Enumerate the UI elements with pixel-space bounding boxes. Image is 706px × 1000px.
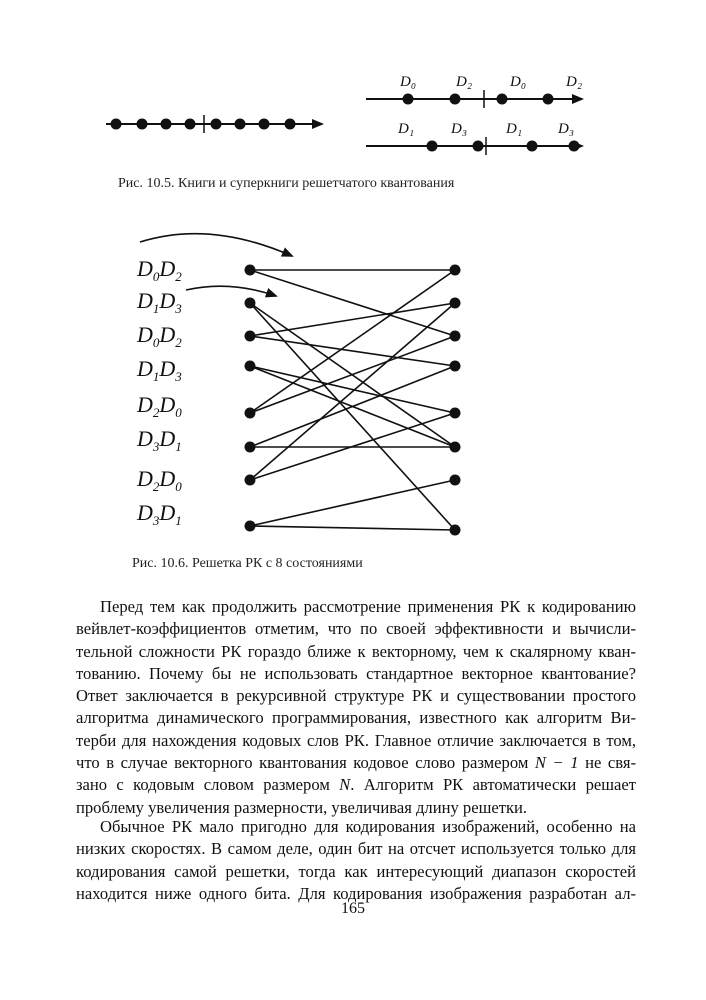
state-labels: [136, 256, 182, 528]
text-line: тельной сложности РК гораздо ближе к векторному, чем к скалярному кван-: [76, 641, 636, 661]
text-line: проблему увеличения размерности, увеличивая длину решетки.: [76, 797, 528, 817]
paragraph-2: [76, 816, 636, 905]
text-line: терби для нахождения кодовых слов РК. Главное отличие заключается в том,: [76, 730, 636, 750]
state-label-6: $D_3D_1$: [137, 426, 182, 454]
text-segment: зано с кодовым словом размером: [76, 775, 330, 795]
transition-arrow-1: [140, 234, 292, 256]
text-line: алгоритма динамического программирования, известного как алгоритм Ви-: [76, 708, 636, 728]
figure-10-5-caption: Рис. 10.5. Книги и суперкниги решетчатого квантования: [118, 176, 455, 191]
label-bottom-4: D₃: [558, 121, 575, 137]
text-line: вейвлет-коэффициентов отметим, что по своей эффективности и вычисли-: [76, 619, 636, 639]
trellis-edges: [250, 270, 455, 530]
label-bottom-1: D₁: [398, 121, 415, 137]
math-n-minus-1: N − 1: [534, 753, 579, 773]
text-line: Ответ заключается в рекурсивной структуре РК и существовании простого: [76, 686, 636, 706]
text-line-with-math: [76, 752, 636, 774]
label-top-1: D₀: [400, 74, 417, 90]
left-states: [245, 265, 256, 532]
math-n: N: [339, 775, 351, 795]
text-line: находится ниже одного бита. Для кодирования изображения разработан ал-: [76, 883, 636, 903]
text-line: кодирования самой решетки, тогда как интересующий диапазон скоростей: [76, 861, 636, 881]
state-label-3: $D_0D_2$: [137, 322, 182, 350]
text-segment: что в случае векторного квантования кодовое слово размером: [76, 753, 529, 773]
text-line: Обычное РК мало пригодно для кодирования изображений, особенно на: [100, 817, 636, 836]
page-number: 165: [341, 900, 365, 917]
state-label-8: $D_3D_1$: [137, 500, 182, 528]
text-segment: не свя-: [585, 753, 636, 773]
text-line: тованию. Почему бы не использовать стандартное векторное квантование?: [76, 663, 636, 683]
text-line-with-math: [76, 774, 636, 796]
label-top-4: D₂: [566, 74, 583, 90]
label-top-3: D₀: [510, 74, 527, 90]
text-line: низких скоростях. В самом деле, один бит на отсчет используется только для: [76, 839, 636, 859]
right-states: [450, 265, 461, 536]
state-label-5: $D_2D_0$: [137, 392, 182, 420]
label-bottom-2: D₃: [451, 121, 468, 137]
transition-arrow-2: [186, 286, 276, 296]
text-line: Перед тем как продолжить рассмотрение применения РК к кодированию: [100, 597, 636, 616]
state-label-1: $D_0D_2$: [137, 256, 182, 284]
state-label-2: $D_1D_3$: [137, 288, 182, 316]
label-bottom-3: D₁: [506, 121, 523, 137]
text-segment: . Алгоритм РК автоматически решает: [350, 775, 637, 795]
paragraph-1: [76, 596, 636, 819]
figure-10-6-caption: Рис. 10.6. Решетка РК с 8 состояниями: [132, 556, 363, 571]
state-label-7: $D_2D_0$: [137, 466, 182, 494]
label-top-2: D₂: [456, 74, 473, 90]
state-label-4: $D_1D_3$: [137, 356, 182, 384]
